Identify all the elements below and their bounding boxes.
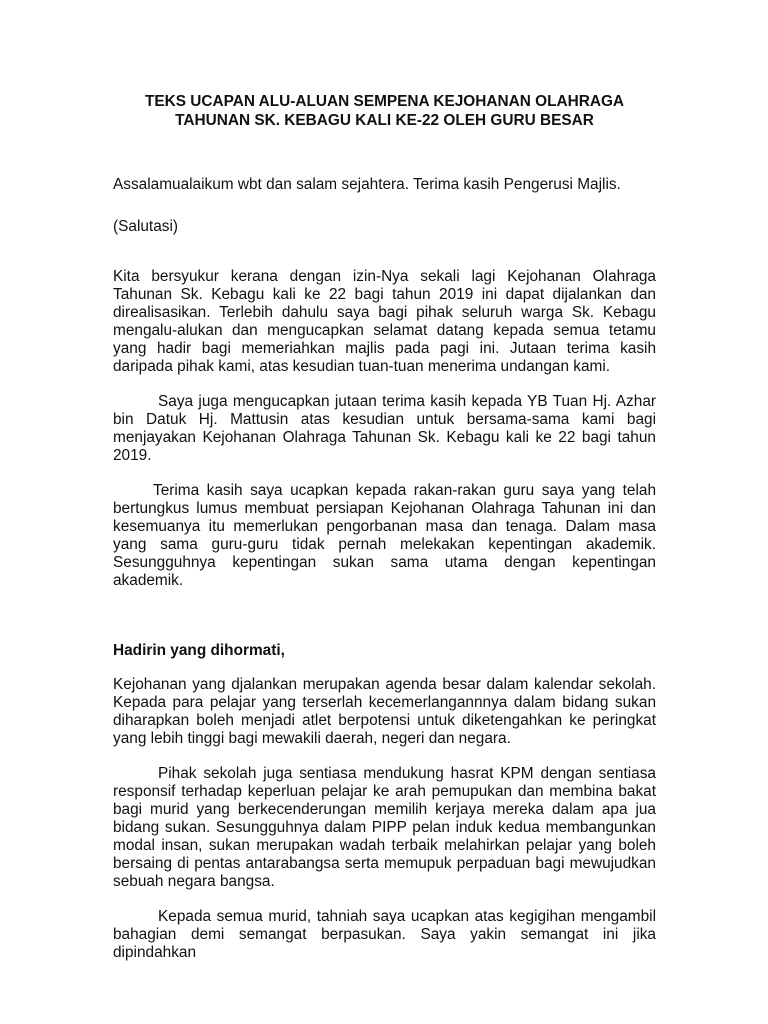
paragraph-2: Saya juga mengucapkan jutaan terima kasih kepada YB Tuan Hj. Azhar bin Datuk Hj. Mattusin atas kesudian untuk bersama-sama kami bagi menjayakan Kejohanan Olahraga Tahunan Sk. Kebagu kali ke 22 bagi tahun 2019.: [113, 393, 656, 464]
salutasi-text: (Salutasi): [113, 218, 179, 235]
paragraph-1: Kita bersyukur kerana dengan izin-Nya sekali lagi Kejohanan Olahraga Tahunan Sk. Kebagu kali ke 22 bagi tahun 2019 ini dapat dijalankan dan direalisasikan. Terlebih dahulu saya bagi pihak seluruh warga Sk. Kebagu mengalu-alukan dan mengucapkan selamat datang kepada semua tetamu yang hadir bagi memeriahkan majlis pada pagi ini. Jutaan terima kasih daripada pihak kami, atas kesudian tuan-tuan menerima undangan kami.: [113, 268, 656, 375]
paragraph-6: Kepada semua murid, tahniah saya ucapkan atas kegigihan mengambil bahagian demi semangat berpasukan. Saya yakin semangat ini jika dipindahkan: [113, 908, 656, 961]
section-heading: Hadirin yang dihormati,: [113, 642, 285, 659]
paragraph-3: Terima kasih saya ucapkan kepada rakan-rakan guru saya yang telah bertungkus lumus membuat persiapan Kejohanan Olahraga Tahunan ini dan kesemuanya itu memerlukan pengorbanan masa dan tenaga. Dalam masa yang sama guru-guru tidak pernah melekakan kepentingan akademik. Sesungguhnya kepentingan sukan sama utama dengan kepentingan akademik.: [113, 482, 656, 589]
document-title: [113, 92, 656, 130]
title-line-1: TEKS UCAPAN ALU-ALUAN SEMPENA KEJOHANAN OLAHRAGA: [144, 93, 625, 110]
paragraph-4: Kejohanan yang djalankan merupakan agenda besar dalam kalendar sekolah. Kepada para pelajar yang terserlah kecemerlangannnya dalam bidang sukan diharapkan boleh menjadi atlet berpotensi untuk diketengahkan ke peringkat yang lebih tinggi bagi mewakili daerah, negeri dan negara.: [113, 676, 656, 747]
greeting-text: Assalamualaikum wbt dan salam sejahtera. Terima kasih Pengerusi Majlis.: [113, 176, 621, 193]
title-line-2: TAHUNAN SK. KEBAGU KALI KE-22 OLEH GURU BESAR: [175, 112, 594, 129]
paragraph-5: Pihak sekolah juga sentiasa mendukung hasrat KPM dengan sentiasa responsif terhadap keperluan pelajar ke arah pemupukan dan membina bakat bagi murid yang berkecenderungan memilih kerjaya mereka dalam apa jua bidang sukan. Sesungguhnya dalam PIPP pelan induk kedua membangunkan modal insan, sukan merupakan wadah terbaik melahirkan pelajar yang boleh bersaing di pentas antarabangsa serta memupuk perpaduan bagi mewujudkan sebuah negara bangsa.: [113, 765, 656, 890]
